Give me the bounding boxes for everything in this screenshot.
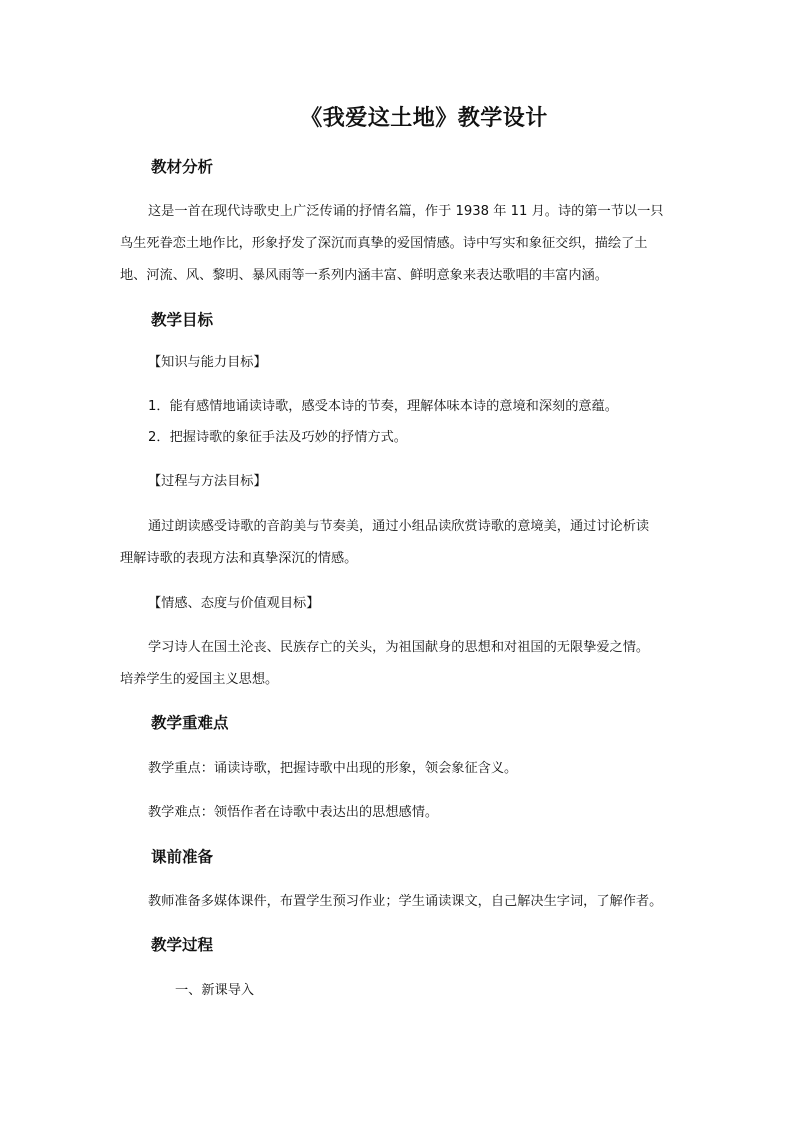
paragraph-line: 理解诗歌的表现方法和真挚深沉的情感。 [120, 551, 358, 566]
paragraph-line: 学习诗人在国土沦丧、民族存亡的关头，为祖国献身的思想和对祖国的无限挚爱之情。 [148, 640, 650, 655]
teaching-difficulty: 教学难点：领悟作者在诗歌中表达出的思想感情。 [148, 805, 439, 820]
subheading-knowledge: 【知识与能力目标】 [148, 355, 267, 370]
heading-material-analysis: 教材分析 [151, 157, 214, 176]
document-title: 《我爱这土地》教学设计 [300, 105, 548, 131]
preparation-text: 教师准备多媒体课件，布置学生预习作业；学生诵读课文，自己解决生字词，了解作者。 [148, 894, 663, 909]
paragraph-line: 这是一首在现代诗歌史上广泛传诵的抒情名篇，作于 1938 年 11 月。诗的第一节以一只 [148, 204, 664, 219]
heading-teaching-goals: 教学目标 [151, 310, 214, 329]
list-item: 1．能有感情地诵读诗歌，感受本诗的节奏，理解体味本诗的意境和深刻的意蕴。 [148, 399, 618, 414]
heading-teaching-process: 教学过程 [151, 935, 214, 954]
paragraph-line: 地、河流、风、黎明、暴风雨等一系列内涵丰富、鲜明意象来表达歌唱的丰富内涵。 [120, 268, 608, 283]
list-item: 2．把握诗歌的象征手法及巧妙的抒情方式。 [148, 430, 407, 445]
process-step: 一、新课导入 [175, 983, 255, 998]
paragraph-line: 培养学生的爱国主义思想。 [120, 672, 279, 687]
heading-key-difficult-points: 教学重难点 [151, 713, 229, 732]
teaching-focus: 教学重点：诵读诗歌，把握诗歌中出现的形象，领会象征含义。 [148, 761, 518, 776]
paragraph-line: 鸟生死眷恋土地作比，形象抒发了深沉而真挚的爱国情感。诗中写实和象征交织，描绘了土 [120, 236, 648, 251]
paragraph-line: 通过朗读感受诗歌的音韵美与节奏美，通过小组品读欣赏诗歌的意境美，通过讨论析读 [148, 519, 650, 534]
subheading-emotion-values: 【情感、态度与价值观目标】 [148, 596, 320, 611]
heading-preparation: 课前准备 [151, 847, 214, 866]
subheading-process-method: 【过程与方法目标】 [148, 474, 267, 489]
